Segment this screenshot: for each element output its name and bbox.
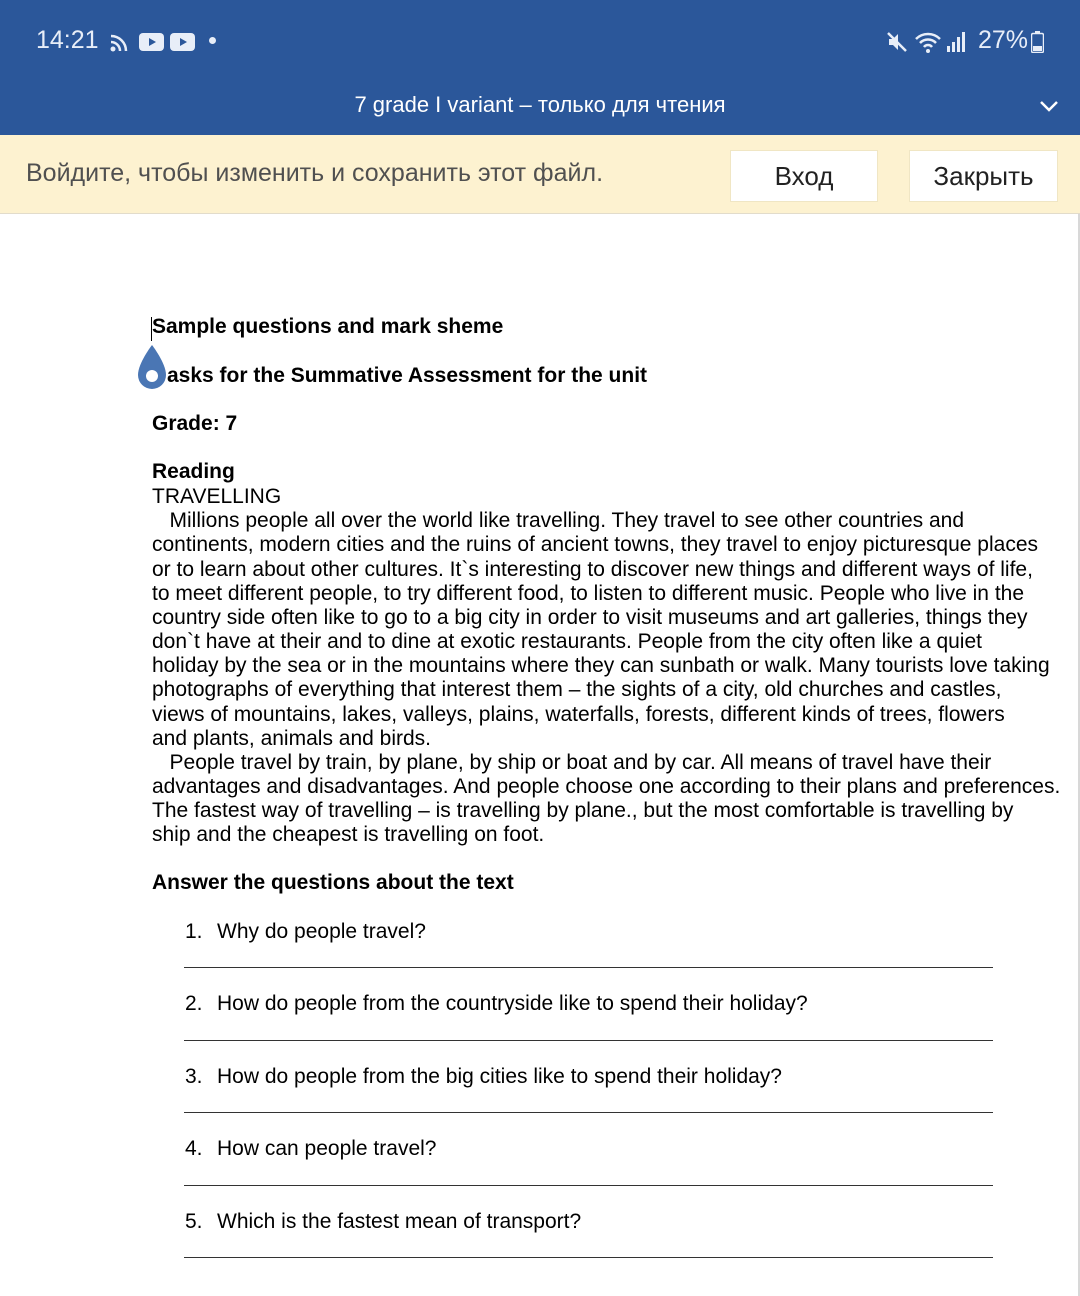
text-title: TRAVELLING	[152, 485, 282, 508]
paragraph-line: don`t have at their and to dine at exotic restaurants. People from the city often like a quiet	[152, 630, 982, 653]
notification-dot	[209, 37, 216, 44]
question-item	[185, 992, 808, 1016]
heading-sample-questions: Sample questions and mark sheme	[152, 315, 504, 338]
grade-label: Grade: 7	[152, 412, 238, 435]
app-header	[0, 0, 1080, 135]
paragraph-line: photographs of everything that interest them – the sights of a city, old churches and castles,	[152, 678, 1002, 701]
paragraph-line: advantages and disadvantages. And people choose one according to their plans and preferences.	[152, 775, 1061, 798]
question-number: 5.	[185, 1210, 203, 1233]
question-item	[185, 1137, 436, 1161]
paragraph-line: Millions people all over the world like travelling. They travel to see other countries and	[152, 509, 965, 532]
paragraph-line: ship and the cheapest is travelling on foot.	[152, 823, 545, 846]
question-item	[185, 920, 426, 944]
answer-line	[184, 1040, 993, 1041]
question-number: 3.	[185, 1065, 203, 1088]
section-reading: Reading	[152, 460, 235, 483]
paragraph-line: views of mountains, lakes, valleys, plains, waterfalls, forests, different kinds of trees, flowers	[152, 703, 1005, 726]
question-text: How do people from the big cities like to spend their holiday?	[217, 1065, 782, 1088]
question-item	[185, 1065, 782, 1089]
paragraph-line: to meet different people, to try different food, to listen to different music. People who live in the	[152, 582, 1025, 605]
cast-icon	[110, 30, 130, 54]
battery-icon	[1031, 30, 1044, 54]
heading-tasks: asks for the Summative Assessment for the unit	[167, 364, 648, 387]
clock: 14:21	[36, 26, 99, 54]
question-number: 1.	[185, 920, 203, 943]
battery-percent: 27%	[978, 26, 1029, 54]
answer-line	[184, 967, 993, 968]
paragraph-line: country side often like to go to a big city in order to visit museums and art galleries, things they	[152, 606, 1028, 629]
selection-handle-icon[interactable]	[136, 343, 168, 396]
paragraph-line: continents, modern cities and the ruins of ancient towns, they travel to enjoy picturesque places	[152, 533, 1038, 556]
question-text: How can people travel?	[217, 1137, 437, 1160]
answer-line	[184, 1112, 993, 1113]
banner-message: Войдите, чтобы изменить и сохранить этот файл.	[26, 159, 604, 187]
login-button[interactable]: Вход	[731, 151, 877, 201]
status-bar	[0, 0, 1080, 84]
question-text: Why do people travel?	[217, 920, 426, 943]
question-number: 4.	[185, 1137, 203, 1160]
mute-icon	[886, 30, 908, 54]
youtube-icon	[139, 30, 164, 54]
question-item	[185, 1210, 581, 1234]
wifi-icon	[914, 30, 942, 54]
paragraph-line: and plants, animals and birds.	[152, 727, 431, 750]
youtube-icon	[170, 30, 195, 54]
paragraph-line: The fastest way of travelling – is travelling by plane., but the most comfortable is travelling by	[152, 799, 1014, 822]
answer-line	[184, 1185, 993, 1186]
question-number: 2.	[185, 992, 203, 1015]
close-button[interactable]: Закрыть	[910, 151, 1057, 201]
signal-icon	[946, 30, 966, 54]
question-text: Which is the fastest mean of transport?	[217, 1210, 582, 1233]
questions-heading: Answer the questions about the text	[152, 871, 514, 894]
paragraph-line: or to learn about other cultures. It`s interesting to discover new things and different ways of life,	[152, 558, 1033, 581]
document-title[interactable]: 7 grade I variant – только для чтения	[354, 92, 726, 117]
paragraph-line: People travel by train, by plane, by ship or boat and by car. All means of travel have their	[152, 751, 992, 774]
answer-line	[184, 1257, 993, 1258]
paragraph-line: holiday by the sea or in the mountains where they can sunbath or walk. Many tourists love taking	[152, 654, 1050, 677]
question-text: How do people from the countryside like to spend their holiday?	[217, 992, 808, 1015]
chevron-down-icon[interactable]	[1037, 98, 1061, 114]
